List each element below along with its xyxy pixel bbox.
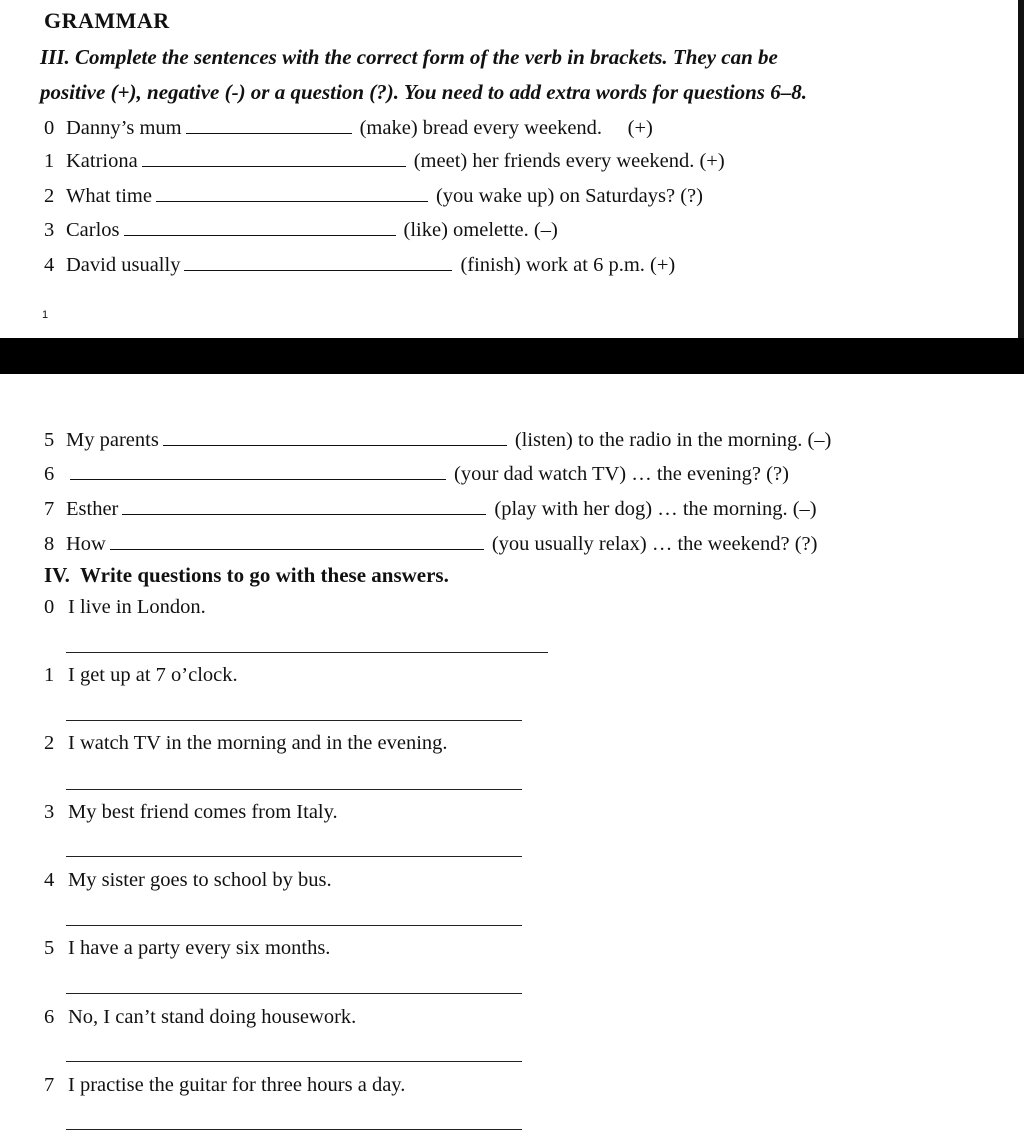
exercise-4-item-4 <box>44 869 332 892</box>
item-start: My parents <box>66 429 159 451</box>
answer-text: My best friend comes from Italy. <box>68 801 338 823</box>
item-number: 1 <box>44 664 55 686</box>
exercise-3-instruction-line-2: positive (+), negative (-) or a question (?). You need to add extra words for questions 6–8. <box>40 80 807 104</box>
answer-blank[interactable] <box>110 529 484 550</box>
item-end: (meet) her friends every weekend. (+) <box>413 150 725 172</box>
answer-text: I live in London. <box>68 596 206 618</box>
exercise-3-item-6 <box>44 459 789 487</box>
exercise-3-item-4 <box>44 250 675 278</box>
page-title: GRAMMAR <box>44 8 170 33</box>
item-number: 5 <box>44 937 55 959</box>
question-write-line[interactable] <box>66 1129 522 1130</box>
item-end: (your dad watch TV) … the evening? (?) <box>454 463 789 485</box>
item-number: 6 <box>44 463 55 485</box>
item-start: Katriona <box>66 150 138 172</box>
exercise-3-item-1 <box>44 146 725 174</box>
item-number: 7 <box>44 498 55 520</box>
item-end: (make) bread every weekend. (+) <box>359 117 653 139</box>
item-number: 2 <box>44 185 55 207</box>
item-start: Carlos <box>66 219 120 241</box>
answer-blank[interactable] <box>122 494 486 515</box>
exercise-3-item-0 <box>44 113 653 141</box>
exercise-4-item-3 <box>44 801 338 824</box>
question-write-line[interactable] <box>66 1061 522 1062</box>
question-write-line[interactable] <box>66 789 522 790</box>
question-write-line[interactable] <box>66 720 522 721</box>
answer-blank[interactable] <box>142 146 406 167</box>
exercise-3-item-7 <box>44 494 817 522</box>
question-write-line[interactable] <box>66 856 522 857</box>
item-number: 4 <box>44 869 55 891</box>
item-start: Danny’s mum <box>66 117 182 139</box>
answer-text: I practise the guitar for three hours a day. <box>68 1074 406 1096</box>
item-number: 0 <box>44 117 55 139</box>
item-end: (you wake up) on Saturdays? (?) <box>435 185 703 207</box>
item-number: 0 <box>44 596 55 618</box>
item-end: (you usually relax) … the weekend? (?) <box>491 533 818 555</box>
page-divider-band <box>0 338 1024 374</box>
item-end: (finish) work at 6 p.m. (+) <box>460 254 676 276</box>
item-end: (like) omelette. (–) <box>403 219 558 241</box>
item-start: Esther <box>66 498 119 520</box>
item-number: 8 <box>44 533 55 555</box>
item-number: 6 <box>44 1006 55 1028</box>
exercise-4-item-0 <box>44 596 206 619</box>
answer-blank[interactable] <box>163 425 507 446</box>
item-start: What time <box>66 185 152 207</box>
exercise-4-item-7 <box>44 1074 405 1097</box>
item-start: David usually <box>66 254 181 276</box>
page-edge-shadow <box>1018 0 1024 340</box>
exercise-3-item-5 <box>44 425 831 453</box>
answer-blank[interactable] <box>184 250 452 271</box>
answer-text: No, I can’t stand doing housework. <box>68 1006 357 1028</box>
answer-blank[interactable] <box>124 215 396 236</box>
exercise-4-heading: IV. Write questions to go with these answers. <box>44 563 449 587</box>
exercise-4-item-6 <box>44 1006 356 1029</box>
question-write-line[interactable] <box>66 652 548 653</box>
item-start: How <box>66 533 106 555</box>
item-end: (listen) to the radio in the morning. (–) <box>514 429 832 451</box>
item-end: (play with her dog) … the morning. (–) <box>494 498 817 520</box>
exercise-4-item-2 <box>44 732 448 755</box>
answer-text: I watch TV in the morning and in the evening. <box>68 732 448 754</box>
item-number: 7 <box>44 1074 55 1096</box>
item-number: 4 <box>44 254 55 276</box>
question-write-line[interactable] <box>66 925 522 926</box>
answer-text: I get up at 7 o’clock. <box>68 664 238 686</box>
question-write-line[interactable] <box>66 993 522 994</box>
item-number: 3 <box>44 801 55 823</box>
item-number: 3 <box>44 219 55 241</box>
exercise-4-item-1 <box>44 664 238 687</box>
answer-blank[interactable] <box>186 113 352 134</box>
page-number: 1 <box>42 309 49 321</box>
item-number: 2 <box>44 732 55 754</box>
answer-text: My sister goes to school by bus. <box>68 869 332 891</box>
exercise-3-instruction-line-1: III. Complete the sentences with the correct form of the verb in brackets. They can be <box>40 45 778 69</box>
item-number: 5 <box>44 429 55 451</box>
answer-text: I have a party every six months. <box>68 937 331 959</box>
exercise-3-item-3 <box>44 215 558 243</box>
item-number: 1 <box>44 150 55 172</box>
exercise-4-item-5 <box>44 937 330 960</box>
exercise-3-item-2 <box>44 181 703 209</box>
answer-blank[interactable] <box>156 181 428 202</box>
answer-blank[interactable] <box>70 459 446 480</box>
exercise-3-item-8 <box>44 529 817 557</box>
